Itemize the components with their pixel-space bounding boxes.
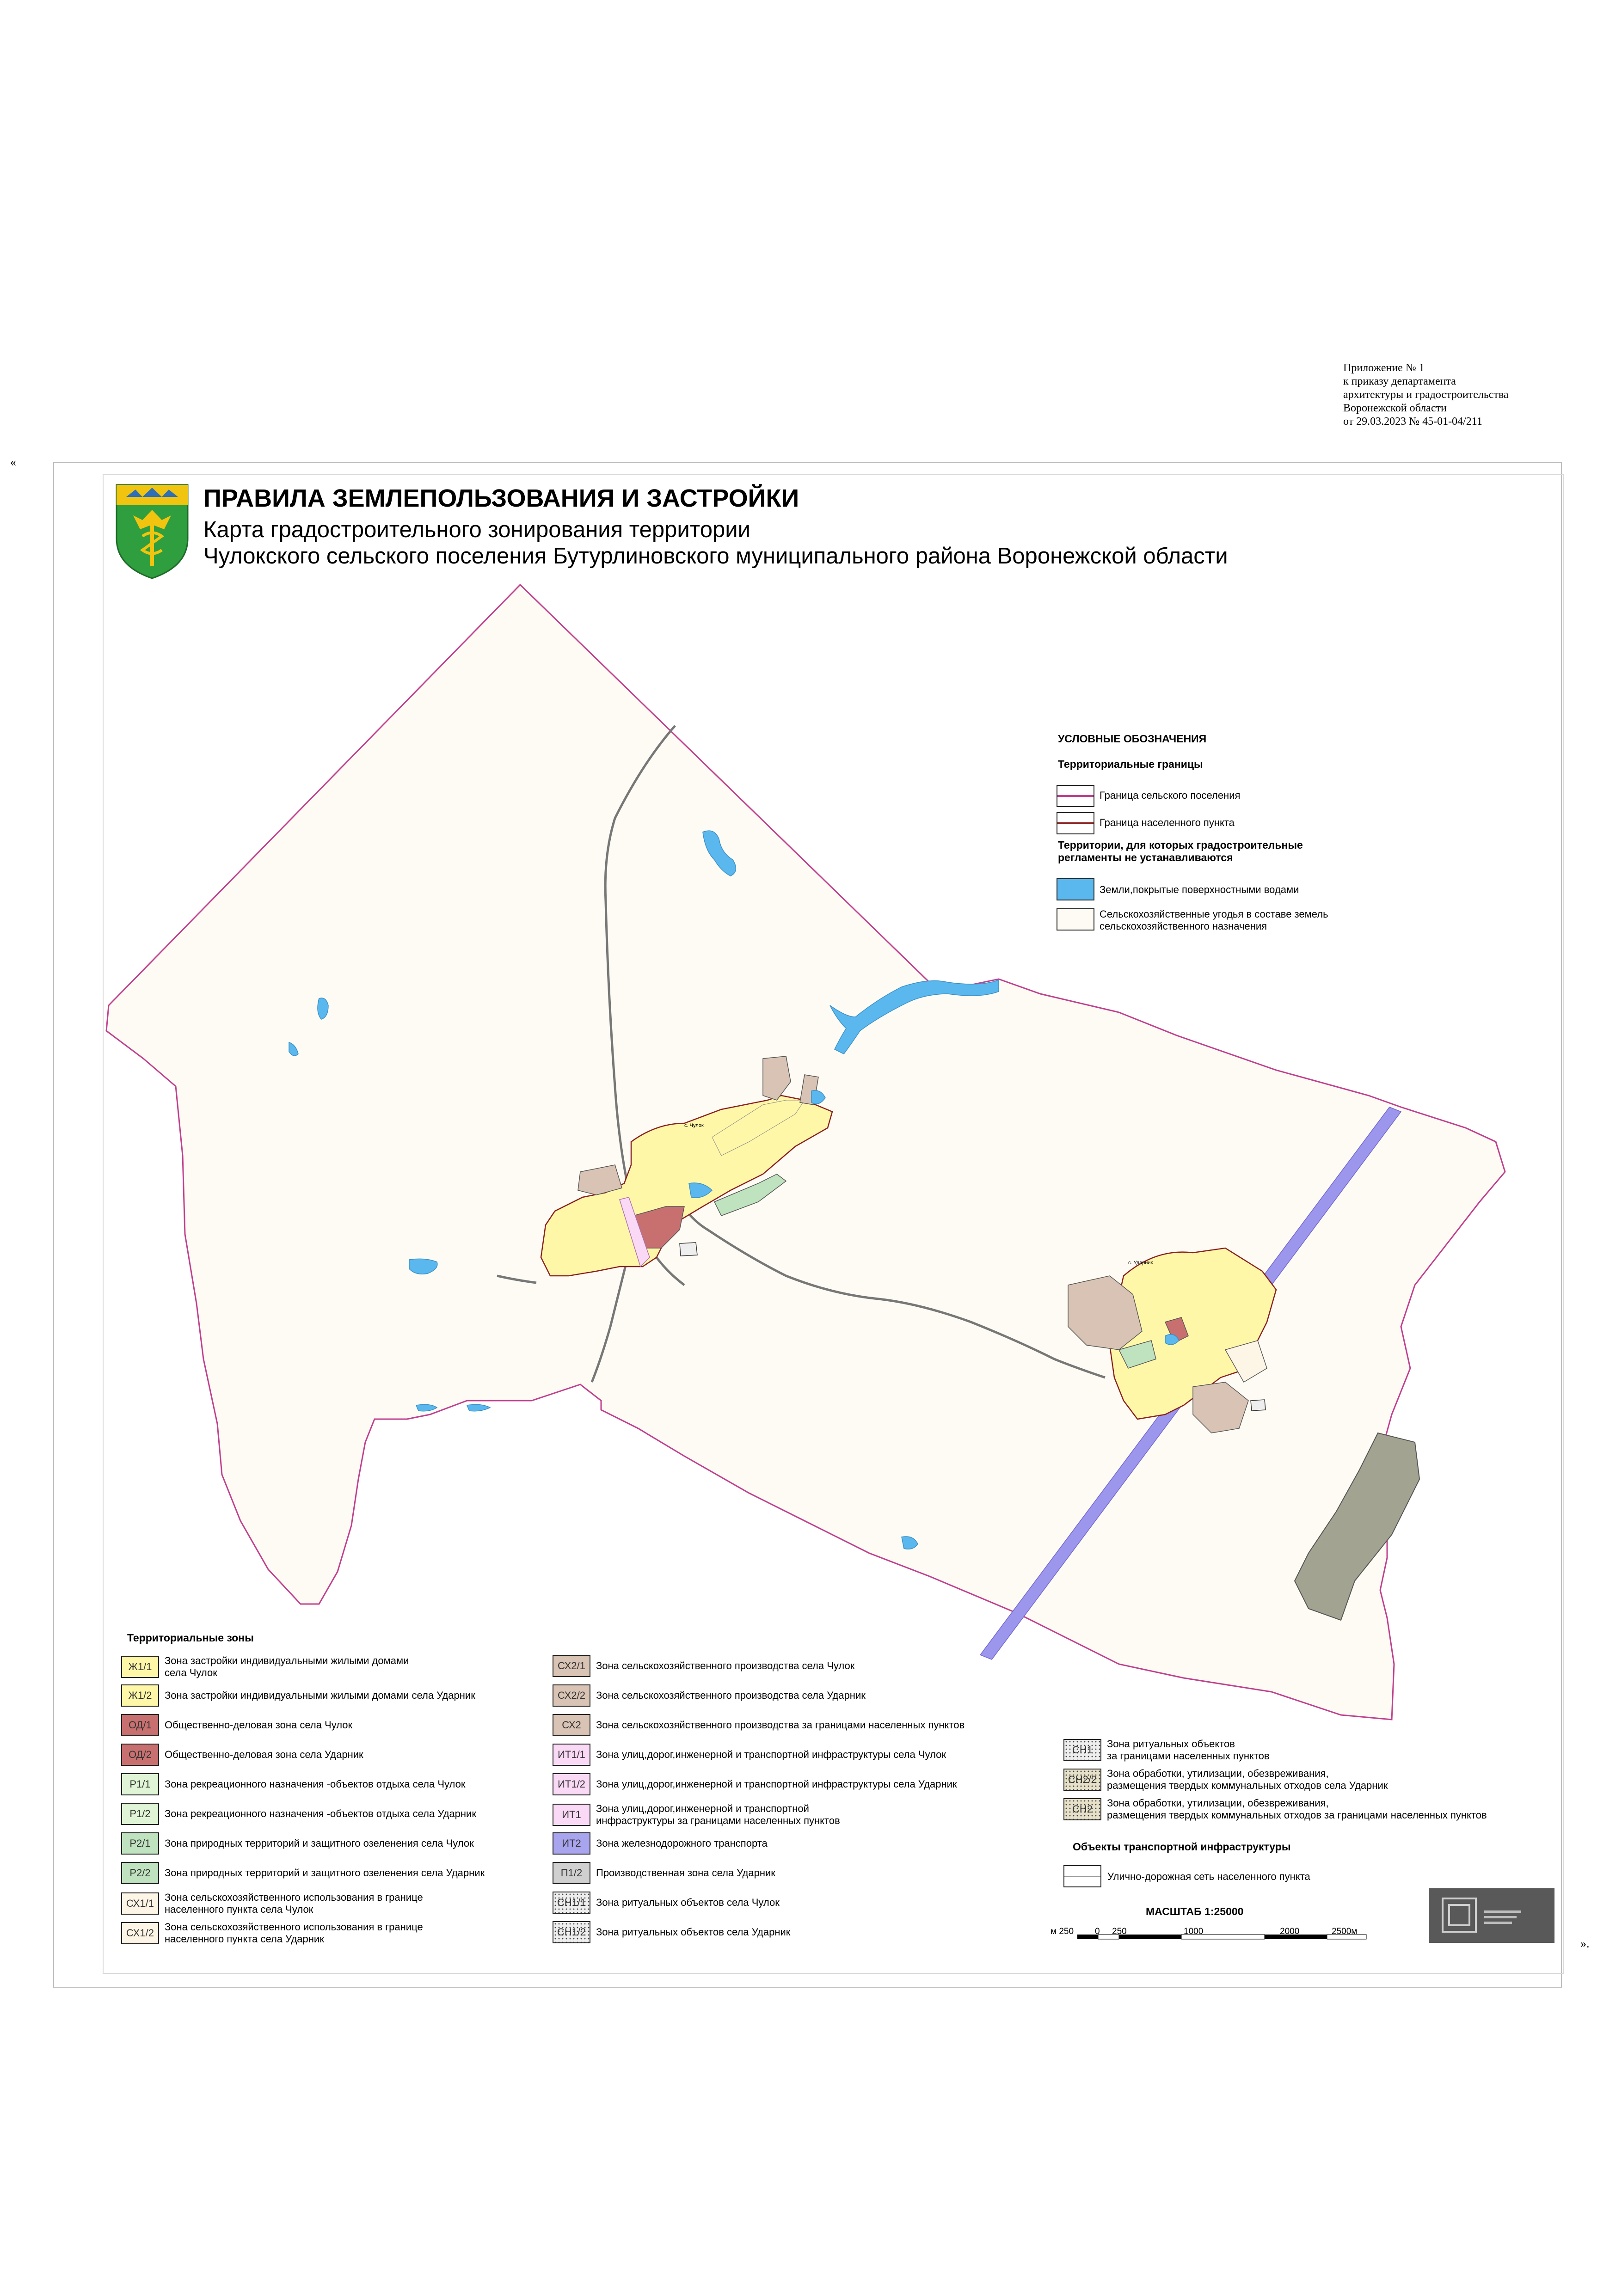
scale-tick: 250 bbox=[1112, 1927, 1127, 1936]
legend-street: Улично-дорожная сеть населенного пункта bbox=[1107, 1871, 1310, 1882]
zone-legend-row bbox=[553, 1921, 790, 1943]
zone-swatch: СН2/2 bbox=[1063, 1769, 1101, 1791]
appendix-line: к приказу департамента bbox=[1343, 375, 1456, 387]
zone-legend-row bbox=[121, 1744, 363, 1766]
scale-tick: 2000 bbox=[1280, 1927, 1300, 1936]
zone-legend-row bbox=[553, 1892, 780, 1914]
zone-description-line: Зона рекреационного назначения -объектов отдыха села Ударник bbox=[165, 1808, 476, 1819]
zone-description-line: Зона природных территорий и защитного озеленения села Чулок bbox=[165, 1837, 474, 1849]
scale-tick: м 250 bbox=[1051, 1927, 1074, 1936]
legend-swatch-water bbox=[1057, 878, 1094, 900]
zone-description-line: Зона застройки индивидуальными жилыми домами села Ударник bbox=[165, 1690, 475, 1701]
zone-description-line: Производственная зона села Ударник bbox=[596, 1867, 775, 1879]
zone-legend-row bbox=[553, 1862, 775, 1884]
legend-no-regulation-title-2: регламенты не устанавливаются bbox=[1058, 851, 1233, 863]
zone-description bbox=[165, 1749, 363, 1761]
zone-legend-row bbox=[121, 1803, 476, 1825]
zone-description-line: Зона сельскохозяйственного использования в границе bbox=[165, 1892, 423, 1903]
pond bbox=[467, 1404, 490, 1411]
zone-description-line: Зона обработки, утилизации, обезвреживания, bbox=[1107, 1768, 1329, 1779]
company-logo-icon bbox=[1429, 1888, 1554, 1943]
scale-tick: 0 bbox=[1095, 1927, 1100, 1936]
quote-open: « bbox=[10, 455, 16, 469]
zone-description-line: Зона рекреационного назначения -объектов отдыха села Чулок bbox=[165, 1778, 466, 1790]
legend-locality-boundary: Граница населенного пункта bbox=[1100, 817, 1235, 828]
page-subtitle-2: Чулокского сельского поселения Бутурлиновского муниципального района Воронежской области bbox=[203, 544, 1228, 569]
page-subtitle: Карта градостроительного зонирования территории bbox=[203, 517, 750, 542]
zone-legend-row bbox=[121, 1684, 475, 1707]
legend-no-regulation-title: Территории, для которых градостроительные bbox=[1058, 839, 1303, 851]
zone-swatch: СХ1/2 bbox=[121, 1922, 159, 1944]
zone-swatch: П1/2 bbox=[553, 1862, 590, 1884]
zone-description-line: Зона улиц,дорог,инженерной и транспортной инфраструктуры села Ударник bbox=[596, 1778, 957, 1790]
appendix-line: Воронежской области bbox=[1343, 402, 1447, 414]
page-title: ПРАВИЛА ЗЕМЛЕПОЛЬЗОВАНИЯ И ЗАСТРОЙКИ bbox=[203, 484, 799, 512]
legend-water: Земли,покрытые поверхностными водами bbox=[1100, 884, 1299, 895]
zone-description bbox=[165, 1808, 476, 1820]
zone-description bbox=[1107, 1738, 1270, 1762]
legend-swatch-locality-boundary bbox=[1057, 812, 1094, 834]
zone-description bbox=[596, 1660, 854, 1672]
zone-description-line: Зона сельскохозяйственного производства села Чулок bbox=[596, 1660, 855, 1671]
zone-description bbox=[165, 1655, 409, 1679]
zone-description bbox=[165, 1778, 465, 1790]
map-label-udarnik: с. Ударник bbox=[1128, 1260, 1153, 1266]
zone-description bbox=[165, 1837, 474, 1849]
zone-description bbox=[596, 1778, 957, 1790]
zone-cemetery bbox=[680, 1243, 697, 1256]
zone-description bbox=[596, 1803, 840, 1827]
zone-swatch: СН1/2 bbox=[553, 1921, 590, 1943]
zone-description-line: населенного пункта села Ударник bbox=[165, 1933, 324, 1945]
zone-swatch: СХ1/1 bbox=[121, 1892, 159, 1915]
zone-description bbox=[596, 1690, 866, 1702]
zone-description-line: села Чулок bbox=[165, 1667, 217, 1678]
zone-swatch: СХ2 bbox=[553, 1714, 590, 1736]
legend-boundaries-title: Территориальные границы bbox=[1058, 758, 1203, 770]
zone-description-line: Зона обработки, утилизации, обезвреживания, bbox=[1107, 1797, 1329, 1809]
zone-swatch: Р1/2 bbox=[121, 1803, 159, 1825]
zone-description bbox=[165, 1921, 423, 1945]
zone-description-line: Зона ритуальных объектов села Ударник bbox=[596, 1926, 791, 1938]
zone-description bbox=[596, 1926, 790, 1938]
legend-agri: Сельскохозяйственные угодья в составе земель bbox=[1100, 908, 1328, 920]
zone-legend-row bbox=[553, 1832, 768, 1855]
legend-settlement-boundary: Граница сельского поселения bbox=[1100, 790, 1241, 801]
zone-description-line: размещения твердых коммунальных отходов села Ударник bbox=[1107, 1780, 1388, 1791]
zone-swatch: ИТ2 bbox=[553, 1832, 590, 1855]
zone-swatch: Р2/2 bbox=[121, 1862, 159, 1884]
appendix-line: от 29.03.2023 № 45-01-04/211 bbox=[1343, 416, 1482, 428]
zone-swatch: ОД/1 bbox=[121, 1714, 159, 1736]
zone-description bbox=[1107, 1768, 1388, 1792]
zone-legend-row bbox=[121, 1892, 423, 1916]
zone-swatch: Р2/1 bbox=[121, 1832, 159, 1855]
scale-tick: 2500м bbox=[1332, 1927, 1358, 1936]
zone-description-line: Зона природных территорий и защитного озеленения села Ударник bbox=[165, 1867, 485, 1879]
zone-legend-row bbox=[553, 1684, 866, 1707]
zone-legend-row bbox=[553, 1803, 840, 1827]
zone-swatch: СН1/1 bbox=[553, 1892, 590, 1914]
zone-legend-row bbox=[553, 1714, 965, 1736]
zone-description bbox=[1107, 1797, 1487, 1821]
legend-title: УСЛОВНЫЕ ОБОЗНАЧЕНИЯ bbox=[1058, 733, 1207, 745]
zone-description-line: Зона ритуальных объектов bbox=[1107, 1738, 1235, 1750]
zone-description-line: за границами населенных пунктов bbox=[1107, 1750, 1270, 1762]
zone-legend-row bbox=[121, 1773, 465, 1795]
map-label-chulok: с. Чулок bbox=[684, 1123, 704, 1128]
zone-swatch: СН1 bbox=[1063, 1739, 1101, 1761]
zone-description-line: Зона железнодорожного транспорта bbox=[596, 1837, 768, 1849]
zone-description bbox=[165, 1867, 485, 1879]
zone-description-line: размещения твердых коммунальных отходов за границами населенных пунктов bbox=[1107, 1809, 1487, 1821]
scale-bar bbox=[1052, 1918, 1376, 1955]
zone-description-line: Общественно-деловая зона села Ударник bbox=[165, 1749, 363, 1760]
zone-description-line: Зона улиц,дорог,инженерной и транспортной bbox=[596, 1803, 809, 1814]
legend-agri-2: сельскохозяйственного назначения bbox=[1100, 920, 1267, 932]
zone-description-line: Зона улиц,дорог,инженерной и транспортной инфраструктуры села Чулок bbox=[596, 1749, 946, 1760]
zone-legend-row bbox=[1063, 1768, 1388, 1792]
zone-swatch: Ж1/1 bbox=[121, 1656, 159, 1678]
appendix-line: архитектуры и градостроительства bbox=[1343, 389, 1509, 401]
settlement-territory bbox=[106, 585, 1505, 1720]
zone-description-line: Общественно-деловая зона села Чулок bbox=[165, 1719, 353, 1731]
legend-swatch-settlement-boundary bbox=[1057, 785, 1094, 807]
quote-close: ». bbox=[1580, 1937, 1590, 1950]
zone-description-line: Зона сельскохозяйственного производства за границами населенных пунктов bbox=[596, 1719, 965, 1731]
zone-description bbox=[596, 1897, 780, 1909]
scale-title: МАСШТАБ 1:25000 bbox=[1146, 1905, 1244, 1917]
zone-description-line: населенного пункта села Чулок bbox=[165, 1904, 313, 1915]
zone-swatch: Ж1/2 bbox=[121, 1684, 159, 1707]
zone-legend-row bbox=[553, 1655, 854, 1677]
zone-description bbox=[165, 1690, 475, 1702]
zone-cemetery bbox=[1251, 1400, 1266, 1411]
appendix-line: Приложение № 1 bbox=[1343, 362, 1425, 374]
zone-swatch: ИТ1/2 bbox=[553, 1773, 590, 1795]
zone-swatch: СН2 bbox=[1063, 1798, 1101, 1820]
scale-tick: 1000 bbox=[1184, 1927, 1204, 1936]
zone-swatch: СХ2/1 bbox=[553, 1655, 590, 1677]
zone-description-line: Зона застройки индивидуальными жилыми домами bbox=[165, 1655, 409, 1666]
zone-legend-row bbox=[1063, 1797, 1487, 1821]
zone-legend-row bbox=[121, 1921, 423, 1945]
zone-swatch: ИТ1 bbox=[553, 1804, 590, 1826]
transport-title: Объекты транспортной инфраструктуры bbox=[1073, 1841, 1291, 1853]
zone-legend-row bbox=[121, 1714, 352, 1736]
zones-title: Территориальные зоны bbox=[127, 1632, 254, 1644]
zone-description bbox=[165, 1719, 352, 1731]
zone-legend-row bbox=[121, 1862, 485, 1884]
zone-description bbox=[596, 1867, 775, 1879]
zone-description bbox=[596, 1719, 965, 1731]
zone-legend-row bbox=[121, 1655, 409, 1679]
zone-description-line: Зона сельскохозяйственного использования в границе bbox=[165, 1921, 423, 1933]
legend-swatch-agri bbox=[1057, 908, 1094, 931]
zone-swatch: ОД/2 bbox=[121, 1744, 159, 1766]
zone-description-line: Зона ритуальных объектов села Чулок bbox=[596, 1897, 780, 1908]
zone-description-line: инфраструктуры за границами населенных пунктов bbox=[596, 1815, 840, 1826]
zone-legend-row bbox=[121, 1832, 474, 1855]
zone-description-line: Зона сельскохозяйственного производства села Ударник bbox=[596, 1690, 866, 1701]
legend-swatch-street bbox=[1063, 1865, 1101, 1887]
zone-description bbox=[596, 1837, 768, 1849]
zone-legend-row bbox=[1063, 1738, 1270, 1762]
zone-swatch: СХ2/2 bbox=[553, 1684, 590, 1707]
zone-swatch: Р1/1 bbox=[121, 1773, 159, 1795]
zone-description bbox=[165, 1892, 423, 1916]
zone-legend-row bbox=[553, 1773, 957, 1795]
zone-legend-row bbox=[553, 1744, 946, 1766]
zone-swatch: ИТ1/1 bbox=[553, 1744, 590, 1766]
zone-description bbox=[596, 1749, 946, 1761]
